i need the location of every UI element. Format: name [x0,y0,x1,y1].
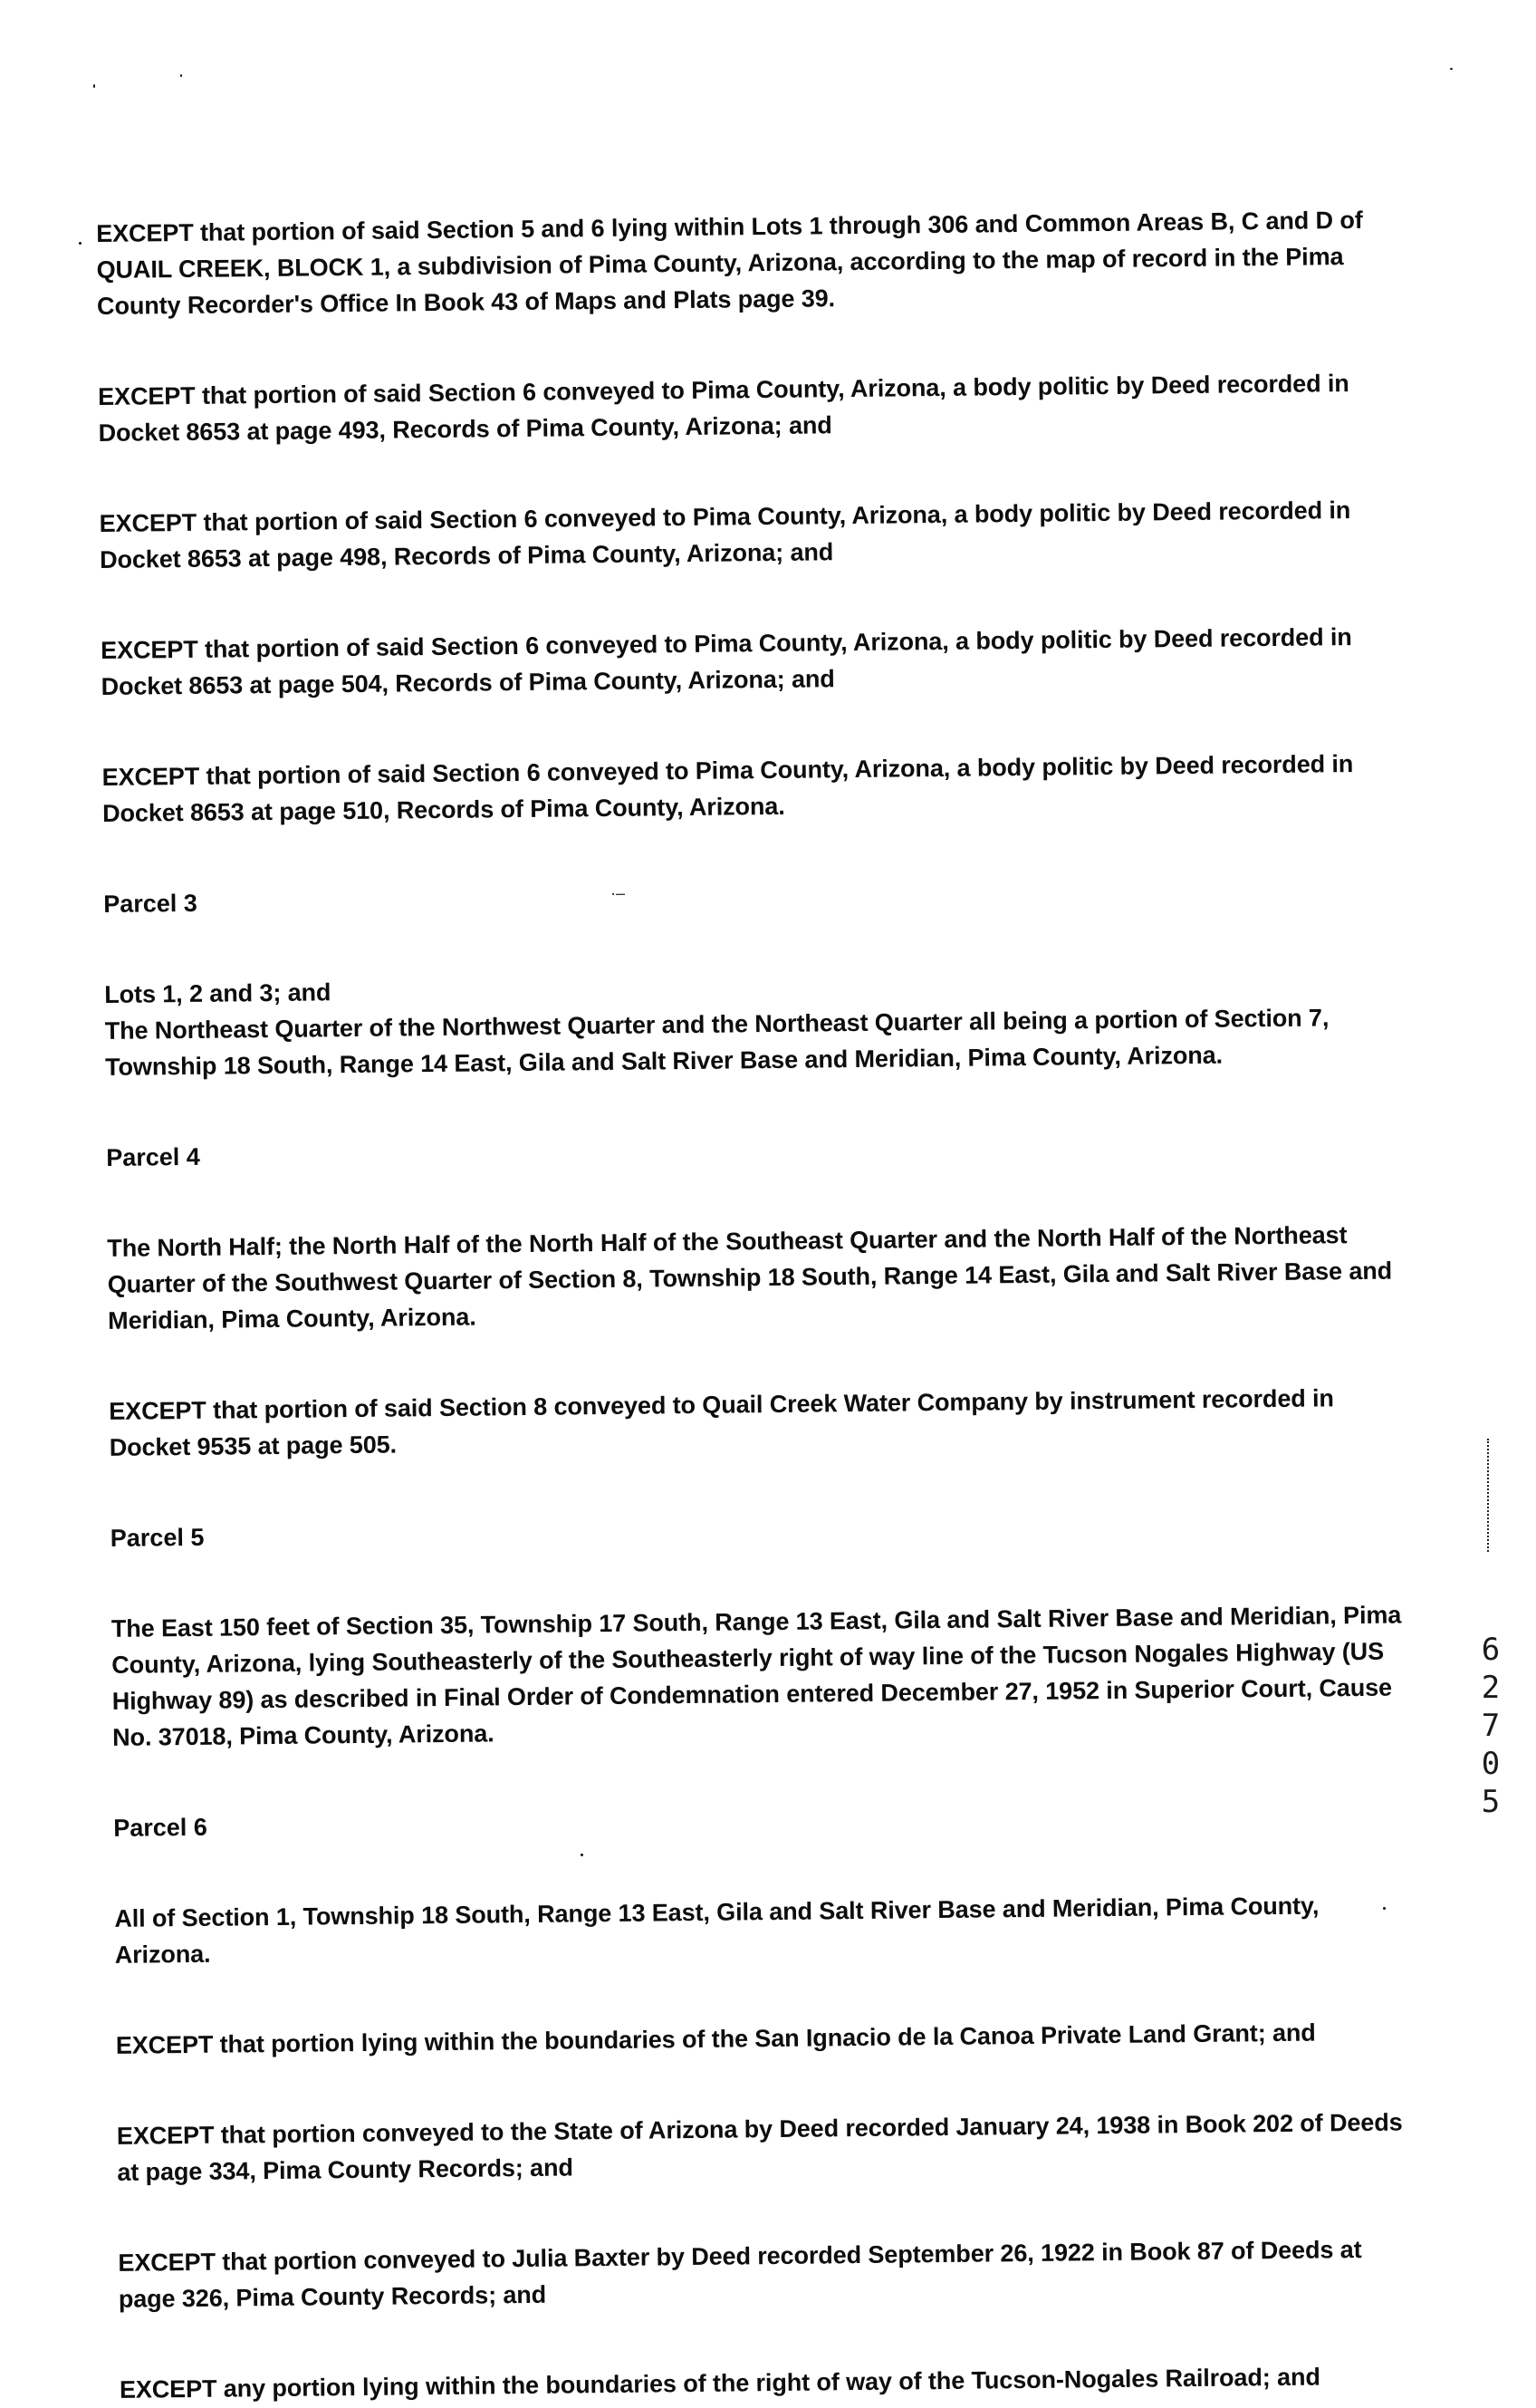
scan-speck [93,84,95,88]
text-line: No. 37018, Pima County, Arizona. [112,1719,494,1751]
margin-document-number-stamp [1474,1631,1507,1821]
heading-parcel-6 [113,1796,1472,1846]
paragraph-except-julia-baxter [118,2230,1459,2317]
paragraph-parcel-6 [114,1886,1455,1973]
text-line: Township 18 South, Range 14 East, Gila and Salt River Base and Meridian, Pima County, Arizona. [105,1041,1224,1081]
text-line: Docket 8653 at page 504, Records of Pima County, Arizona; and [101,665,835,700]
scan-speck [1450,68,1453,70]
heading-text: Parcel 5 [110,1523,205,1552]
scan-speck [180,74,182,77]
heading-parcel-4 [106,1125,1464,1176]
stamp-digit: 2 [1481,1670,1501,1706]
text-line: Docket 8653 at page 493, Records of Pima County, Arizona; and [98,411,832,447]
text-line: QUAIL CREEK, BLOCK 1, a subdivision of Pima County, Arizona, according to the map of record in the Pima [96,243,1344,284]
text-line: All of Section 1, Township 18 South, Range 13 East, Gila and Salt River Base and Meridian, Pima County, [114,1892,1320,1932]
margin-tick-marks [1487,1439,1496,1552]
text-line: at page 334, Pima County Records; and [117,2153,573,2186]
paragraph-except-page-504 [101,618,1442,705]
text-line: The East 150 feet of Section 35, Township 17 South, Range 13 East, Gila and Salt River Base and Meridian, Pima [110,1601,1402,1642]
text-line: EXCEPT that portion of said Section 6 conveyed to Pima County, Arizona, a body politic by Deed recorded in [99,496,1351,537]
paragraph-except-page-498 [99,491,1440,578]
heading-parcel-5 [110,1506,1469,1556]
paragraph-except-page-493 [98,364,1439,451]
text-line: Highway 89) as described in Final Order of Condemnation entered December 27, 1952 in Superior Court, Cause [111,1673,1393,1715]
paragraph-except-water-company [109,1379,1450,1466]
stamp-digit: 5 [1481,1784,1501,1820]
paragraph-except-railroad [120,2357,1460,2408]
legal-description-body [96,201,1478,2408]
heading-text: Parcel 6 [113,1813,208,1842]
paragraph-except-page-510 [101,745,1443,832]
paragraph-parcel-3 [104,962,1445,1085]
text-line: Meridian, Pima County, Arizona. [108,1303,476,1334]
heading-text: Parcel 3 [103,889,197,918]
text-line: Docket 8653 at page 510, Records of Pima County, Arizona. [101,792,785,827]
text-line: The North Half; the North Half of the North Half of the Southeast Quarter and the North Half of the Northeast [107,1221,1348,1262]
text-line: page 326, Pima County Records; and [118,2280,547,2313]
text-line: EXCEPT that portion of said Section 6 conveyed to Pima County, Arizona, a body politic by Deed recorded in [101,750,1354,791]
text-line: EXCEPT that portion conveyed to Julia Baxter by Deed recorded September 26, 1922 in Book 87 of Deeds at [118,2236,1362,2277]
paragraph-parcel-4 [107,1216,1448,1339]
paragraph-except-state-of-arizona [117,2104,1458,2191]
text-line: County Recorder's Office In Book 43 of Maps and Plats page 39. [96,284,836,320]
text-line: The Northeast Quarter of the Northwest Quarter and the Northeast Quarter all being a portion of Section 7, [104,1004,1330,1045]
text-line: Arizona. [114,1940,211,1969]
stray-mark: ·– [610,883,626,902]
text-line: EXCEPT that portion of said Section 6 conveyed to Pima County, Arizona, a body politic by Deed recorded in [101,623,1352,664]
stamp-digit: 0 [1481,1746,1501,1782]
scan-speck [79,242,82,245]
paragraph-except-land-grant [116,2013,1456,2064]
heading-parcel-3 [103,872,1462,922]
text-line: EXCEPT that portion conveyed to the State of Arizona by Deed recorded January 24, 1938 in Book 202 of Deeds [116,2108,1403,2150]
stamp-digit: 7 [1481,1708,1501,1744]
text-line: EXCEPT that portion of said Section 6 conveyed to Pima County, Arizona, a body politic by Deed recorded in [98,370,1349,410]
paragraph-except-quail-creek [96,201,1437,324]
text-line: EXCEPT that portion of said Section 5 and 6 lying within Lots 1 through 306 and Common Areas B, C and D of [96,206,1363,247]
paragraph-parcel-5 [111,1596,1454,1756]
text-line: Quarter of the Southwest Quarter of Section 8, Township 18 South, Range 14 East, Gila and Salt River Base and [107,1257,1393,1298]
heading-text: Parcel 4 [106,1142,201,1171]
text-line: EXCEPT any portion lying within the boundaries of the right of way of the Tucson-Nogales Railroad; and [119,2363,1320,2403]
text-line: Docket 8653 at page 498, Records of Pima County, Arizona; and [99,538,834,573]
text-line: County, Arizona, lying Southeasterly of the Southeasterly right of way line of the Tucson Nogales Highway (US [111,1637,1385,1679]
text-line: Lots 1, 2 and 3; and [104,978,331,1008]
text-line: EXCEPT that portion of said Section 8 conveyed to Quail Creek Water Company by instrument recorded in [109,1384,1335,1425]
text-line: Docket 9535 at page 505. [109,1430,398,1461]
stamp-digit: 6 [1481,1632,1501,1668]
text-line: EXCEPT that portion lying within the boundaries of the San Ignacio de la Canoa Private Land Grant; and [115,2018,1316,2059]
